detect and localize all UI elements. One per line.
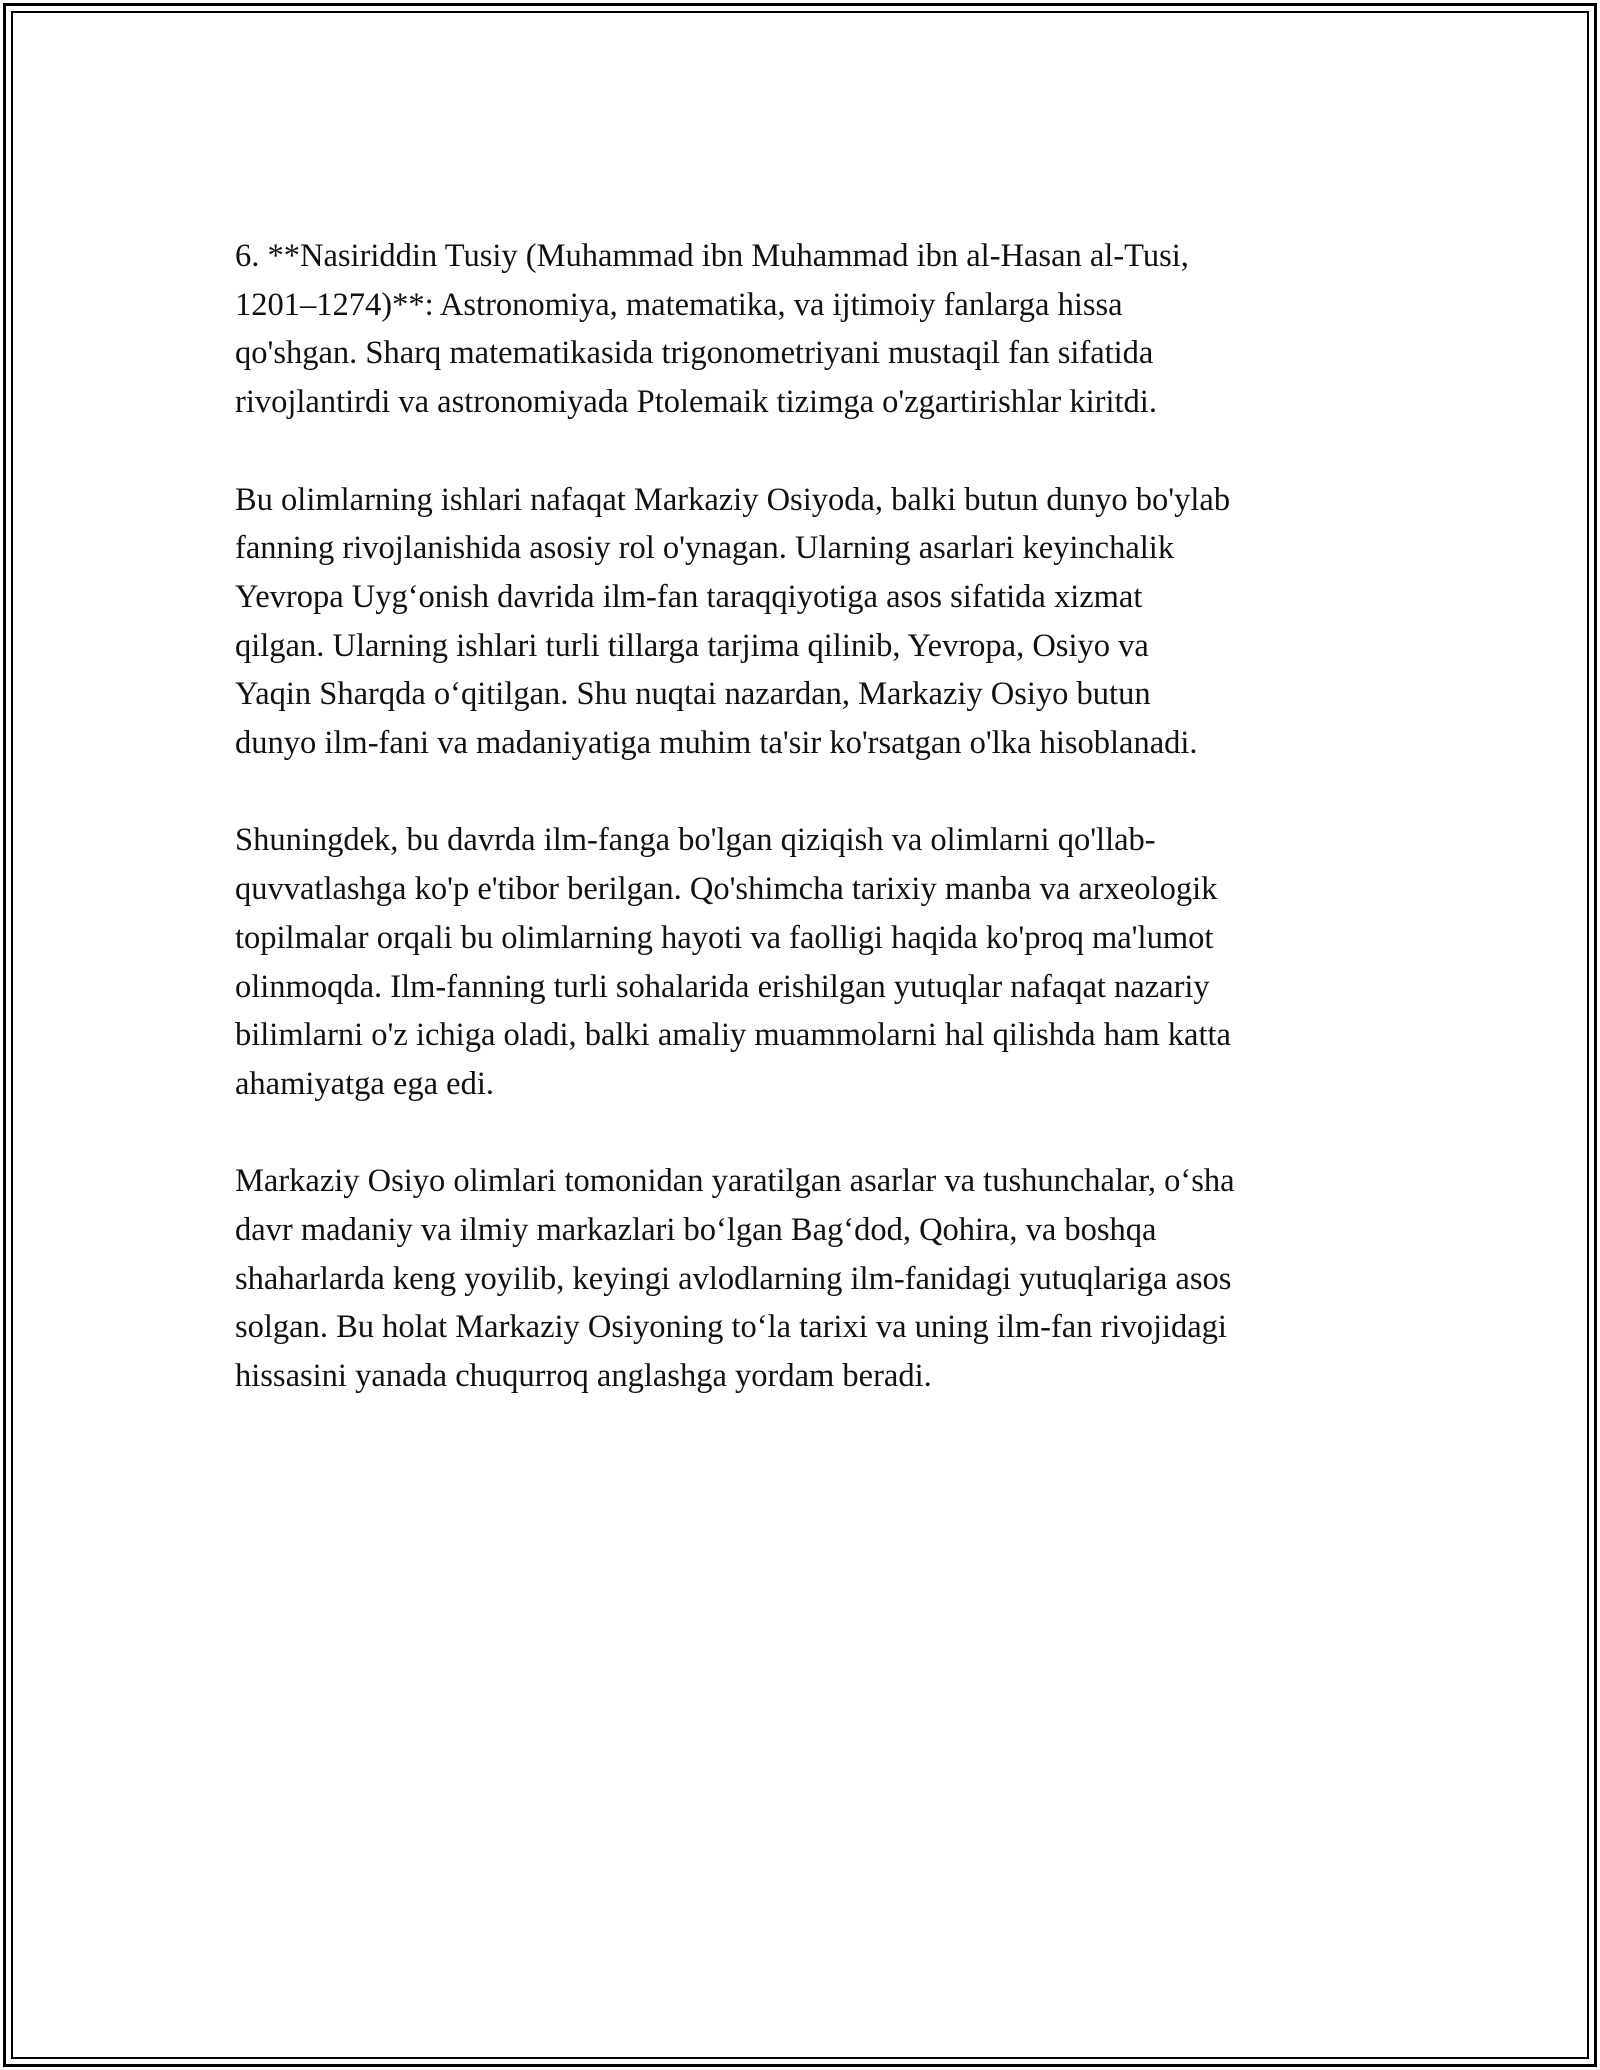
text-line: Shuningdek, bu davrda ilm-fanga bo'lgan qiziqish va olimlarni qo'llab- <box>235 822 1156 859</box>
text-line: bilimlarni o'z ichiga oladi, balki amaliy muammolarni hal qilishda ham katta <box>235 1017 1231 1054</box>
text-line: qo'shgan. Sharq matematikasida trigonometriyani mustaqil fan sifatida <box>235 335 1154 372</box>
paragraph-legacy <box>235 1157 1375 1401</box>
text-line: rivojlantirdi va astronomiyada Ptolemaik tizimga o'zgartirishlar kiritdi. <box>235 384 1157 421</box>
text-line: hissasini yanada chuqurroq anglashga yordam beradi. <box>235 1358 932 1395</box>
text-line: quvvatlashga ko'p e'tibor berilgan. Qo'shimcha tarixiy manba va arxeologik <box>235 871 1218 908</box>
text-line: dunyo ilm-fani va madaniyatiga muhim ta'sir ko'rsatgan o'lka hisoblanadi. <box>235 725 1198 762</box>
text-line: davr madaniy va ilmiy markazlari bo‘lgan Bag‘dod, Qohira, va boshqa <box>235 1212 1157 1249</box>
paragraph-scholars-influence <box>235 476 1375 768</box>
text-line: fanning rivojlanishida asosiy rol o'ynagan. Ularning asarlari keyinchalik <box>235 530 1175 567</box>
text-line: shaharlarda keng yoyilib, keyingi avlodlarning ilm-fanidagi yutuqlariga asos <box>235 1260 1232 1297</box>
paragraph-tusiy <box>235 232 1375 427</box>
text-line: Yaqin Sharqda o‘qitilgan. Shu nuqtai nazardan, Markaziy Osiyo butun <box>235 676 1151 713</box>
text-line: Yevropa Uyg‘onish davrida ilm-fan taraqqiyotiga asos sifatida xizmat <box>235 578 1143 615</box>
text-line: Bu olimlarning ishlari nafaqat Markaziy Osiyoda, balki butun dunyo bo'ylab <box>235 481 1231 518</box>
text-line: 1201–1274)**: Astronomiya, matematika, va ijtimoiy fanlarga hissa <box>235 286 1123 323</box>
text-line: 6. **Nasiriddin Tusiy (Muhammad ibn Muhammad ibn al-Hasan al-Tusi, <box>235 238 1189 274</box>
text-line: Markaziy Osiyo olimlari tomonidan yaratilgan asarlar va tushunchalar, o‘sha <box>235 1163 1235 1200</box>
paragraph-research-support <box>235 816 1375 1108</box>
text-line: olinmoqda. Ilm-fanning turli sohalarida erishilgan yutuqlar nafaqat nazariy <box>235 968 1210 1005</box>
text-line: solgan. Bu holat Markaziy Osiyoning to‘la tarixi va uning ilm-fan rivojidagi <box>235 1309 1227 1346</box>
text-line: qilgan. Ularning ishlari turli tillarga tarjima qilinib, Yevropa, Osiyo va <box>235 627 1149 664</box>
text-line: ahamiyatga ega edi. <box>235 1065 494 1102</box>
text-line: topilmalar orqali bu olimlarning hayoti va faolligi haqida ko'proq ma'lumot <box>235 919 1214 956</box>
document-body <box>235 232 1375 1450</box>
